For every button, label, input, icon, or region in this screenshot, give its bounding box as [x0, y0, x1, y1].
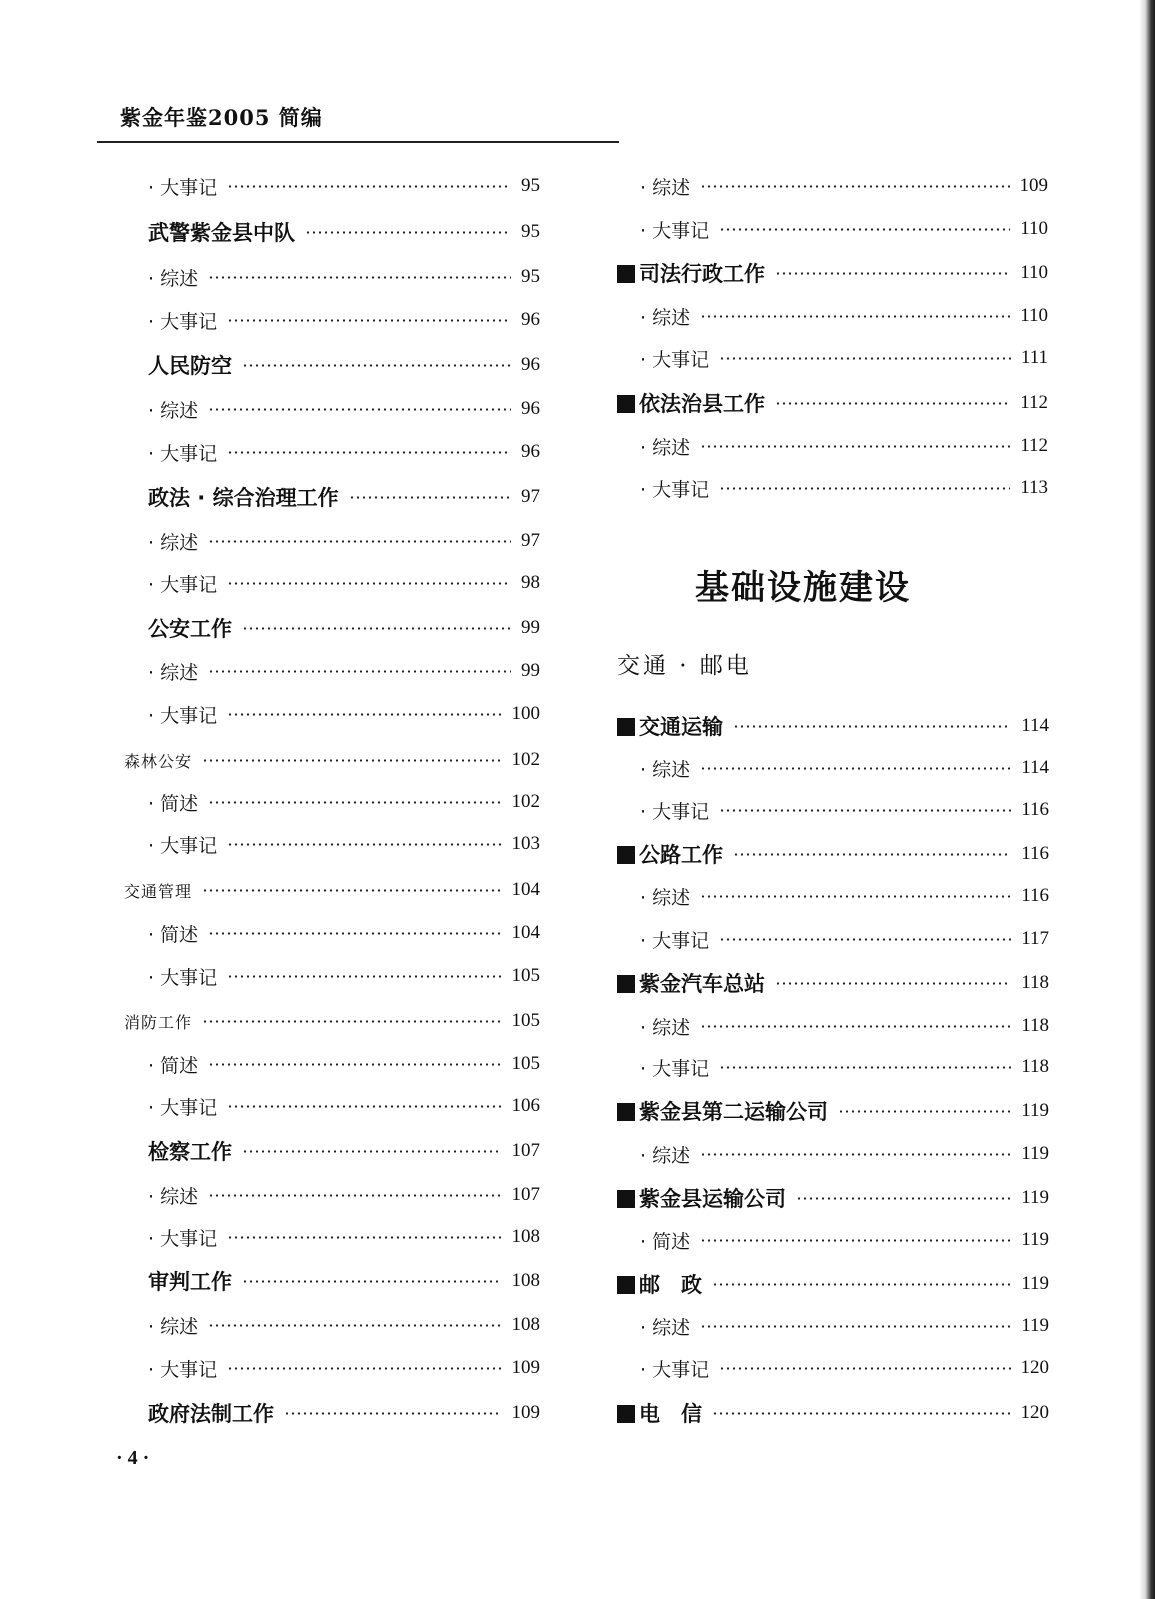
toc-entry-label: · 大事记: [640, 219, 710, 242]
toc-entry[interactable]: [640, 214, 1048, 244]
dot-leader: [208, 670, 511, 673]
toc-entry-label: 森林公安: [124, 751, 193, 771]
toc-entry-page: 110: [1020, 262, 1048, 283]
toc-entry-page: 110: [1020, 218, 1048, 239]
toc-entry-label: · 大事记: [640, 929, 710, 952]
dot-leader: [227, 1236, 501, 1239]
dot-leader: [700, 1325, 1011, 1328]
toc-entry[interactable]: [148, 1353, 540, 1383]
toc-entry-label: · 大事记: [640, 478, 710, 501]
toc-entry-label: [617, 1398, 702, 1428]
dot-leader: [242, 1150, 502, 1153]
toc-entry-label: · 综述: [148, 399, 199, 422]
toc-entry-label: · 大事记: [148, 1358, 218, 1381]
toc-entry[interactable]: [148, 787, 540, 817]
toc-entry-text: 交通运输: [639, 715, 723, 739]
toc-entry-text: 公路工作: [639, 843, 723, 867]
toc-entry-page: 104: [511, 922, 540, 943]
toc-entry-label: · 大事记: [148, 966, 218, 989]
toc-entry[interactable]: [148, 262, 540, 292]
dot-leader: [733, 725, 1011, 728]
toc-entry[interactable]: [124, 875, 540, 905]
toc-entry[interactable]: [148, 829, 540, 859]
dot-leader: [796, 1197, 1011, 1200]
dot-leader: [700, 895, 1011, 898]
toc-entry-page: 116: [1021, 843, 1049, 864]
toc-entry-text: 司法行政工作: [639, 262, 765, 286]
toc-entry[interactable]: [148, 918, 540, 948]
toc-entry[interactable]: [617, 968, 1049, 998]
dot-leader: [700, 1239, 1011, 1242]
toc-entry-label: [617, 968, 765, 998]
toc-entry-label: · 综述: [148, 1315, 199, 1338]
toc-entry-label: · 大事记: [148, 310, 218, 333]
toc-entry-label: · 大事记: [148, 176, 218, 199]
toc-entry-page: 95: [521, 266, 540, 287]
toc-entry-label: · 简述: [148, 923, 199, 946]
toc-entry[interactable]: [640, 881, 1049, 911]
toc-entry-label: · 大事记: [640, 348, 710, 371]
toc-entry-label: · 综述: [148, 531, 199, 554]
toc-entry-label: · 大事记: [148, 573, 218, 596]
toc-entry-page: 107: [511, 1184, 540, 1205]
toc-entry-text: 紫金县运输公司: [639, 1187, 786, 1211]
toc-entry-label: · 简述: [148, 1054, 199, 1077]
dot-leader: [719, 487, 1010, 490]
toc-entry-page: 95: [521, 175, 540, 196]
toc-entry[interactable]: [148, 613, 540, 643]
dot-leader: [838, 1110, 1011, 1113]
toc-entry[interactable]: [640, 924, 1049, 954]
toc-entry-page: 96: [521, 354, 540, 375]
dot-leader: [719, 1066, 1011, 1069]
toc-entry-page: 119: [1021, 1143, 1049, 1164]
toc-entry-page: 105: [511, 1053, 540, 1074]
toc-entry-label: 消防工作: [124, 1012, 193, 1032]
toc-entry-label: · 综述: [640, 306, 691, 329]
toc-entry-page: 112: [1020, 392, 1048, 413]
toc-entry[interactable]: [617, 1096, 1049, 1126]
toc-entry-label: · 综述: [640, 1144, 691, 1167]
toc-entry-page: 95: [521, 221, 540, 242]
dot-leader: [700, 315, 1010, 318]
dot-leader: [712, 1283, 1011, 1286]
toc-entry-label: · 综述: [640, 436, 691, 459]
toc-entry-page: 109: [1019, 175, 1048, 196]
toc-entry[interactable]: [148, 1222, 540, 1252]
toc-entry-label: 交通管理: [124, 881, 193, 901]
toc-entry-label: 检察工作: [148, 1140, 232, 1164]
toc-entry[interactable]: [617, 1183, 1049, 1213]
scan-edge: [1139, 0, 1155, 1599]
toc-entry-label: · 大事记: [148, 1227, 218, 1250]
toc-entry[interactable]: [640, 1225, 1049, 1255]
toc-entry-page: 120: [1020, 1357, 1049, 1378]
square-bullet-icon: [617, 1190, 635, 1208]
toc-entry-page: 116: [1021, 885, 1049, 906]
toc-entry[interactable]: [640, 301, 1048, 331]
toc-entry-page: 98: [521, 572, 540, 593]
toc-entry-page: 118: [1021, 972, 1049, 993]
square-bullet-icon: [617, 1103, 635, 1121]
toc-entry-page: 96: [521, 398, 540, 419]
dot-leader: [775, 272, 1010, 275]
toc-entry-page: 108: [511, 1314, 540, 1335]
toc-entry-page: 114: [1021, 715, 1049, 736]
dot-leader: [208, 540, 511, 543]
toc-entry[interactable]: [148, 171, 540, 201]
toc-entry-page: 100: [511, 703, 540, 724]
toc-entry-label: · 大事记: [640, 800, 710, 823]
dot-leader: [202, 759, 501, 762]
toc-entry-label: [617, 711, 723, 741]
toc-entry[interactable]: [617, 258, 1048, 288]
toc-entry-page: 111: [1020, 347, 1048, 368]
toc-entry-label: · 综述: [640, 1016, 691, 1039]
dot-leader: [775, 402, 1010, 405]
square-bullet-icon: [617, 1276, 635, 1294]
dot-leader: [208, 932, 501, 935]
toc-entry[interactable]: [617, 839, 1049, 869]
toc-entry-label: · 综述: [640, 176, 691, 199]
toc-entry[interactable]: [640, 431, 1048, 461]
toc-entry-label: 公安工作: [148, 617, 232, 641]
dot-leader: [700, 767, 1011, 770]
toc-entry-page: 119: [1021, 1187, 1049, 1208]
toc-entry-page: 103: [511, 833, 540, 854]
toc-entry-label: [617, 1096, 828, 1126]
dot-leader: [202, 1020, 501, 1023]
dot-leader: [349, 496, 511, 499]
toc-entry[interactable]: [640, 1353, 1049, 1383]
dot-leader: [227, 1105, 501, 1108]
toc-entry-page: 97: [521, 530, 540, 551]
toc-entry-page: 118: [1021, 1056, 1049, 1077]
dot-leader: [227, 1367, 501, 1370]
toc-entry[interactable]: [148, 656, 540, 686]
toc-entry-page: 102: [511, 749, 540, 770]
toc-entry[interactable]: [148, 526, 540, 556]
toc-entry-label: · 综述: [640, 758, 691, 781]
toc-entry[interactable]: [148, 1266, 540, 1296]
toc-entry[interactable]: [617, 1269, 1049, 1299]
toc-entry-label: · 综述: [148, 661, 199, 684]
toc-entry[interactable]: [640, 795, 1049, 825]
toc-entry-text: 依法治县工作: [639, 392, 765, 416]
dot-leader: [719, 938, 1011, 941]
toc-entry-label: · 综述: [640, 1316, 691, 1339]
toc-entry[interactable]: [148, 568, 540, 598]
toc-entry-label: · 大事记: [148, 442, 218, 465]
toc-entry-page: 106: [511, 1095, 540, 1116]
toc-entry[interactable]: [640, 1052, 1049, 1082]
square-bullet-icon: [617, 975, 635, 993]
toc-entry-label: · 综述: [148, 267, 199, 290]
toc-entry-text: 紫金县第二运输公司: [639, 1100, 828, 1124]
toc-entry-text: 紫金汽车总站: [639, 972, 765, 996]
dot-leader: [208, 1063, 501, 1066]
toc-entry-page: 119: [1021, 1315, 1049, 1336]
toc-entry-label: · 大事记: [148, 704, 218, 727]
toc-entry-page: 110: [1020, 305, 1048, 326]
toc-entry-page: 108: [511, 1270, 540, 1291]
toc-entry-page: 119: [1021, 1100, 1049, 1121]
dot-leader: [719, 809, 1011, 812]
toc-entry-label: 审判工作: [148, 1270, 232, 1294]
toc-entry-label: · 综述: [148, 1185, 199, 1208]
toc-entry[interactable]: [617, 711, 1049, 741]
toc-entry[interactable]: [148, 961, 540, 991]
square-bullet-icon: [617, 846, 635, 864]
toc-entry[interactable]: [148, 394, 540, 424]
toc-entry-page: 96: [521, 441, 540, 462]
toc-entry[interactable]: [640, 171, 1048, 201]
toc-entry[interactable]: [124, 745, 540, 775]
square-bullet-icon: [617, 1405, 635, 1423]
toc-entry-page: 116: [1021, 799, 1049, 820]
dot-leader: [700, 185, 1009, 188]
dot-leader: [202, 889, 501, 892]
toc-entry[interactable]: [124, 1006, 540, 1036]
dot-leader: [700, 445, 1010, 448]
toc-entry-text: 电 信: [639, 1402, 702, 1426]
dot-leader: [227, 843, 501, 846]
toc-entry[interactable]: [617, 1398, 1049, 1428]
toc-entry[interactable]: [148, 350, 540, 380]
toc-entry[interactable]: [148, 1049, 540, 1079]
toc-entry-page: 120: [1020, 1402, 1049, 1423]
dot-leader: [208, 276, 511, 279]
page-number: · 4 ·: [116, 1447, 150, 1469]
toc-entry-label: 武警紫金县中队: [148, 221, 295, 245]
subsection-title: 交通 · 邮电: [617, 653, 752, 679]
toc-entry-label: 政法 · 综合治理工作: [148, 486, 339, 510]
toc-entry-label: 人民防空: [148, 354, 232, 378]
toc-entry-page: 118: [1021, 1015, 1049, 1036]
dot-leader: [227, 975, 501, 978]
toc-entry[interactable]: [640, 1011, 1049, 1041]
toc-entry-page: 107: [511, 1140, 540, 1161]
square-bullet-icon: [617, 265, 635, 283]
dot-leader: [227, 319, 511, 322]
dot-leader: [208, 801, 501, 804]
toc-entry-page: 108: [511, 1226, 540, 1247]
toc-entry-page: 99: [521, 617, 540, 638]
dot-leader: [242, 1280, 502, 1283]
toc-entry[interactable]: [148, 1091, 540, 1121]
toc-entry-page: 109: [511, 1402, 540, 1423]
toc-entry-label: · 大事记: [640, 1057, 710, 1080]
toc-entry-text: 邮 政: [639, 1273, 702, 1297]
toc-entry[interactable]: [148, 1180, 540, 1210]
dot-leader: [227, 582, 511, 585]
dot-leader: [227, 185, 511, 188]
dot-leader: [700, 1025, 1011, 1028]
toc-entry-page: 104: [511, 879, 540, 900]
toc-entry-label: [617, 1183, 786, 1213]
toc-entry-page: 105: [511, 1010, 540, 1031]
section-title: 基础设施建设: [695, 568, 911, 608]
toc-entry-page: 99: [521, 660, 540, 681]
toc-entry-page: 114: [1021, 757, 1049, 778]
toc-entry-label: · 大事记: [640, 1358, 710, 1381]
toc-entry[interactable]: [148, 1398, 540, 1428]
toc-entry[interactable]: [148, 1310, 540, 1340]
dot-leader: [700, 1153, 1011, 1156]
header-rule: [97, 141, 619, 143]
toc-entry-page: 119: [1021, 1273, 1049, 1294]
dot-leader: [733, 853, 1011, 856]
toc-entry-label: · 简述: [148, 792, 199, 815]
toc-entry-label: · 综述: [640, 886, 691, 909]
toc-entry-label: · 大事记: [148, 834, 218, 857]
toc-entry[interactable]: [148, 1136, 540, 1166]
toc-entry-page: 105: [511, 965, 540, 986]
toc-entry-page: 96: [521, 309, 540, 330]
dot-leader: [242, 364, 511, 367]
toc-entry[interactable]: [640, 1311, 1049, 1341]
toc-entry-page: 117: [1021, 928, 1049, 949]
toc-entry-label: [617, 839, 723, 869]
dot-leader: [284, 1412, 502, 1415]
dot-leader: [208, 1194, 501, 1197]
dot-leader: [305, 231, 511, 234]
toc-entry-page: 109: [511, 1357, 540, 1378]
dot-leader: [208, 408, 511, 411]
dot-leader: [227, 713, 501, 716]
toc-entry[interactable]: [148, 305, 540, 335]
dot-leader: [242, 627, 511, 630]
toc-entry[interactable]: [148, 437, 540, 467]
dot-leader: [719, 357, 1011, 360]
toc-entry-page: 113: [1020, 477, 1048, 498]
toc-entry-page: 112: [1020, 435, 1048, 456]
dot-leader: [712, 1412, 1011, 1415]
toc-entry-label: [617, 1269, 702, 1299]
toc-entry-label: 政府法制工作: [148, 1402, 274, 1426]
toc-entry-label: [617, 388, 765, 418]
dot-leader: [775, 982, 1011, 985]
toc-entry-page: 119: [1021, 1229, 1049, 1250]
toc-entry[interactable]: [640, 343, 1048, 373]
toc-entry[interactable]: [617, 388, 1048, 418]
toc-entry-label: · 简述: [640, 1230, 691, 1253]
toc-entry[interactable]: [148, 482, 540, 512]
dot-leader: [719, 228, 1010, 231]
toc-entry[interactable]: [640, 1139, 1049, 1169]
square-bullet-icon: [617, 718, 635, 736]
toc-entry[interactable]: [148, 699, 540, 729]
toc-entry-page: 97: [521, 486, 540, 507]
toc-entry-label: · 大事记: [148, 1096, 218, 1119]
square-bullet-icon: [617, 395, 635, 413]
toc-entry[interactable]: [148, 217, 540, 247]
dot-leader: [719, 1367, 1010, 1370]
running-header-title: 紫金年鉴2005 简编: [120, 105, 323, 130]
toc-entry[interactable]: [640, 473, 1048, 503]
toc-entry-page: 102: [511, 791, 540, 812]
toc-entry-label: [617, 258, 765, 288]
dot-leader: [208, 1324, 501, 1327]
toc-entry[interactable]: [640, 753, 1049, 783]
dot-leader: [227, 451, 511, 454]
